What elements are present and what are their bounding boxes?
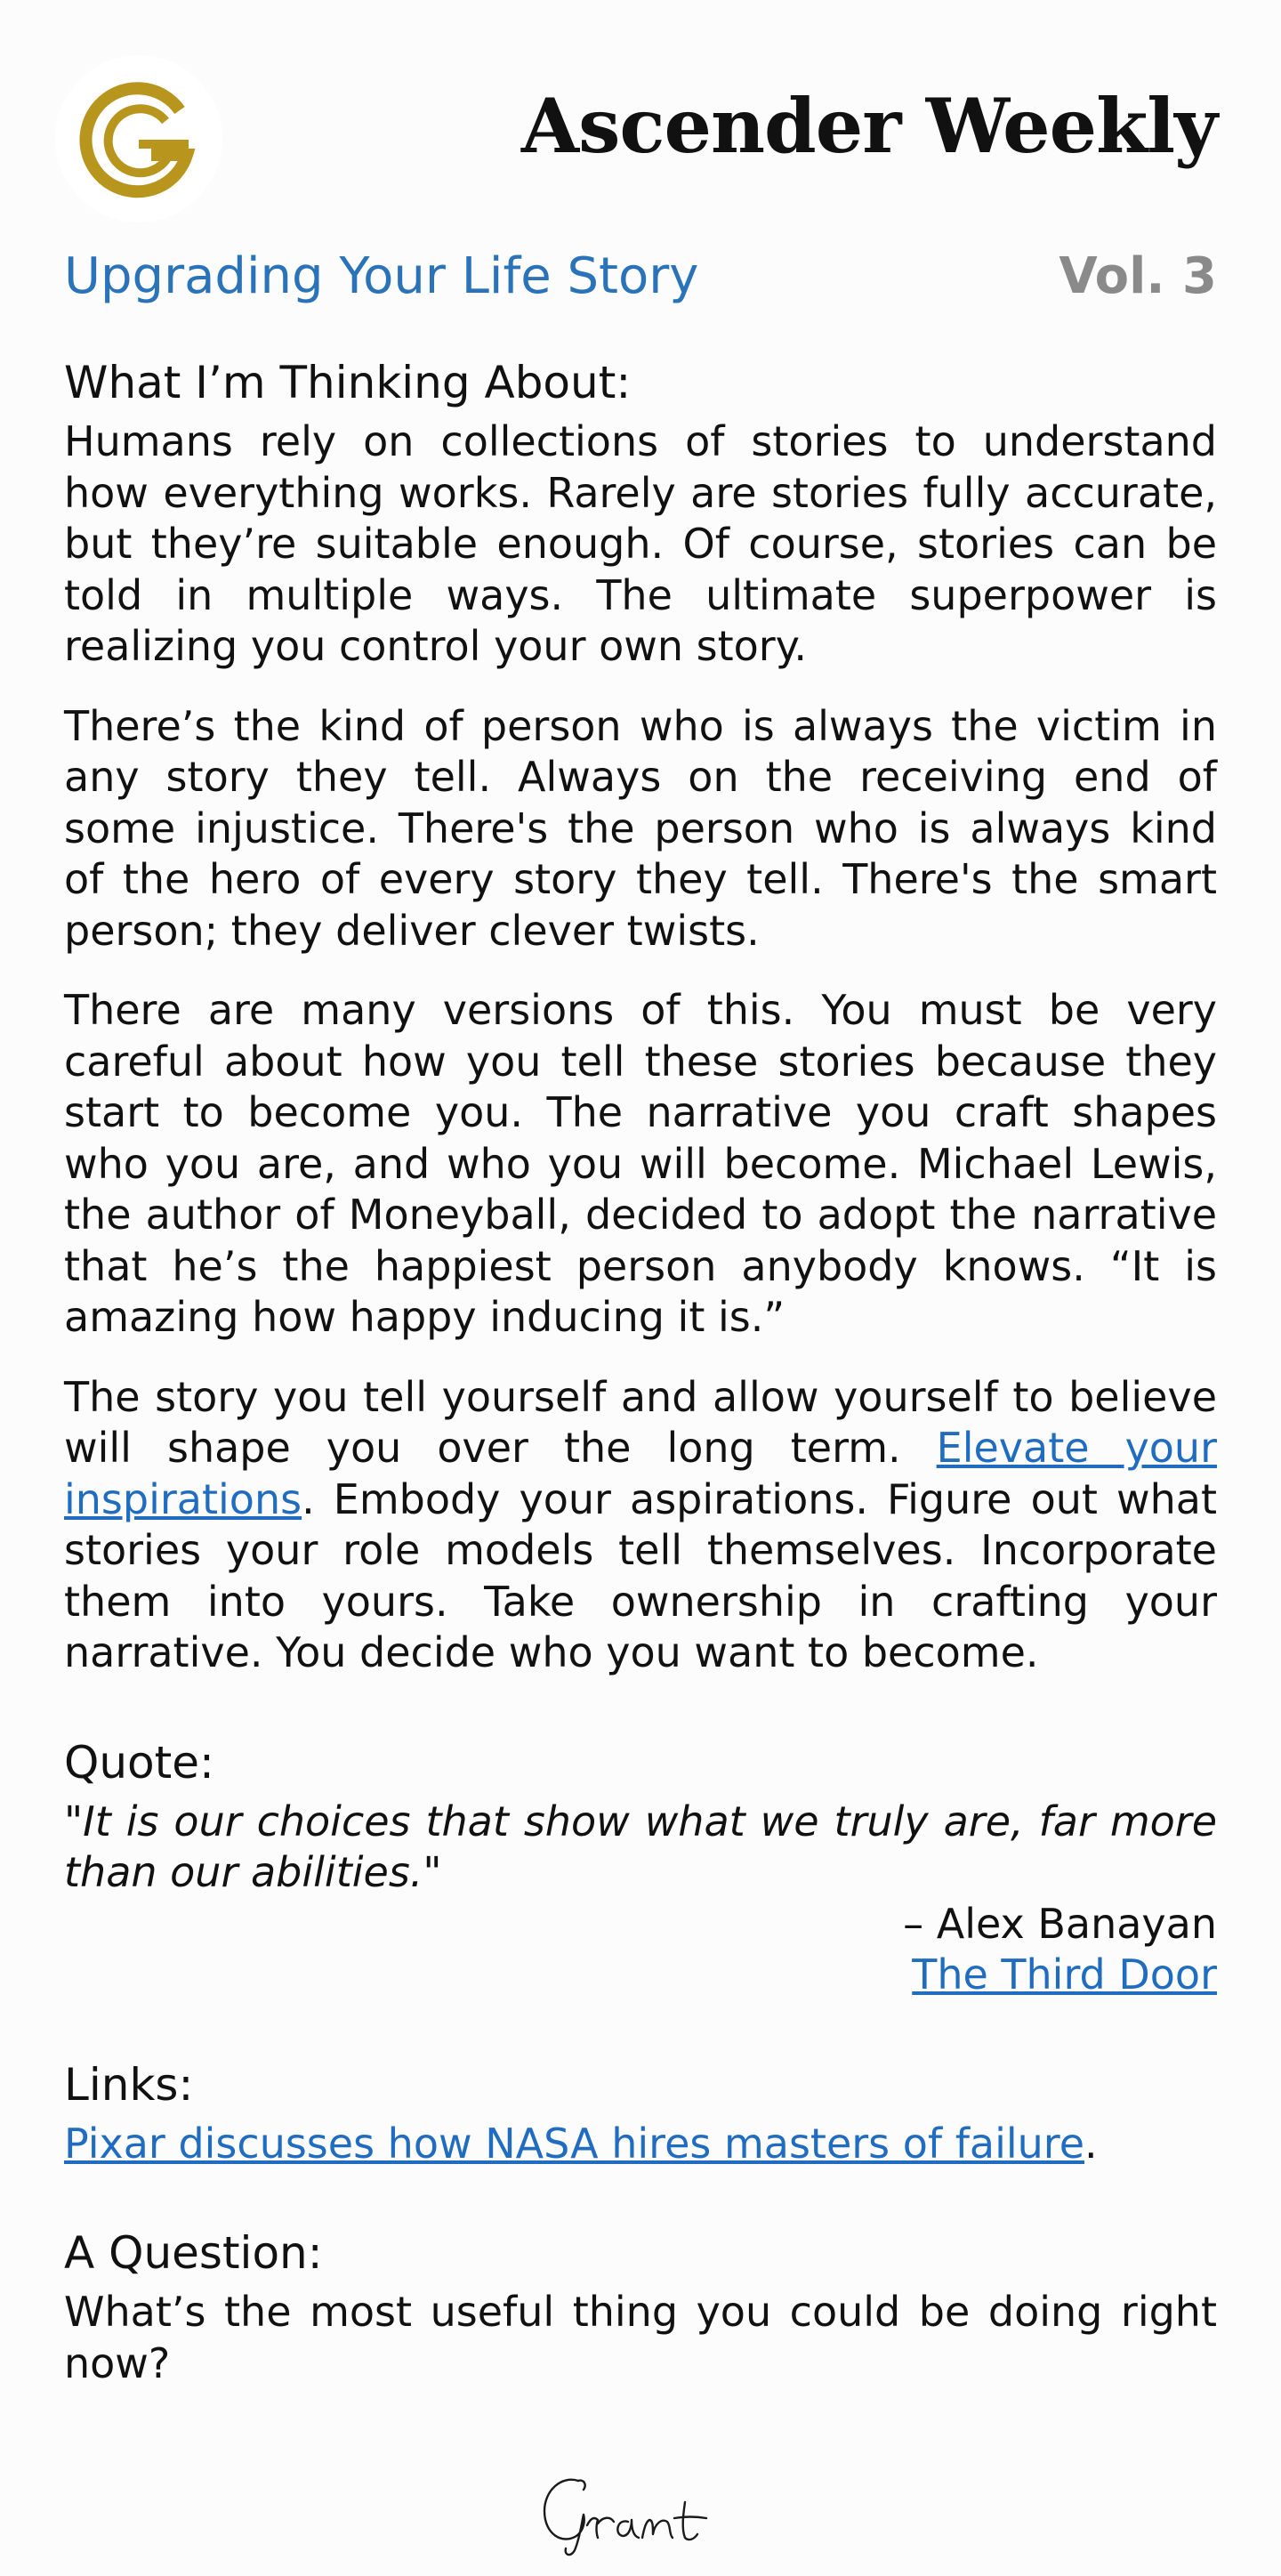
thinking-paragraph-4	[64, 1372, 1217, 1679]
thinking-paragraph-4-start: The story you tell yourself and allow yourself to believe will shape you over the long term.	[64, 1372, 1217, 1472]
quote-attribution	[64, 1899, 1217, 2001]
links-section	[64, 2051, 1217, 2170]
links-item	[64, 2119, 1217, 2170]
issue-title: Upgrading Your Life Story	[64, 247, 699, 305]
links-heading: Links:	[64, 2058, 194, 2111]
thinking-paragraph-1: Humans rely on collections of stories to understand how everything works. Rarely are stories fully accurate, but they’re suitable enough. Of course, stories can be told in multiple ways. The ultimate superpower is realizing you control your own story.	[64, 417, 1217, 670]
links-item-suffix: .	[1084, 2119, 1098, 2168]
signature	[532, 2463, 745, 2561]
logo	[55, 55, 222, 222]
signature-image	[532, 2463, 745, 2561]
quote-text: "It is our choices that show what we truly are, far more than our abilities."	[64, 1797, 1217, 1896]
thinking-paragraph-4-end: . Embody your aspirations. Figure out what stories your role models tell themselves. Incorporate them into yours. Take ownership in crafting your narrative. You decide who you want to become.	[64, 1474, 1217, 1676]
question-text: What’s the most useful thing you could be doing right now?	[64, 2288, 1217, 2387]
newsletter-header	[0, 0, 1281, 231]
volume-label: Vol. 3	[1059, 247, 1217, 305]
thinking-paragraph-2: There’s the kind of person who is always the victim in any story they tell. Always on the receiving end of some injustice. There's the person who is always kind of the hero of every story they tell. There's the smart person; they deliver clever twists.	[64, 701, 1217, 955]
thinking-section	[64, 349, 1217, 1679]
thinking-paragraph-3: There are many versions of this. You must be very careful about how you tell these stories because they start to become you. The narrative you craft shapes who you are, and who you will become. Michael Lewis, the author of Moneyball, decided to adopt the narrative that he’s the happiest person anybody knows. “It is amazing how happy inducing it is.”	[64, 986, 1217, 1341]
book-link[interactable]: The Third Door	[912, 1950, 1217, 1999]
nasa-failure-link[interactable]: Pixar discusses how NASA hires masters of failure	[64, 2119, 1085, 2168]
quote-heading: Quote:	[64, 1736, 214, 1789]
quote-author: – Alex Banayan	[903, 1899, 1217, 1948]
question-heading: A Question:	[64, 2227, 323, 2279]
newsletter-body	[64, 349, 1217, 2389]
publication-title: Ascender Weekly	[520, 82, 1217, 170]
quote-section	[64, 1729, 1217, 2001]
thinking-heading: What I’m Thinking About:	[64, 357, 632, 408]
issue-row	[64, 247, 1217, 319]
g-monogram-icon	[55, 55, 222, 222]
question-section	[64, 2219, 1217, 2389]
elevate-inspirations-link[interactable]: Elevate your inspirations	[64, 1424, 1218, 1523]
